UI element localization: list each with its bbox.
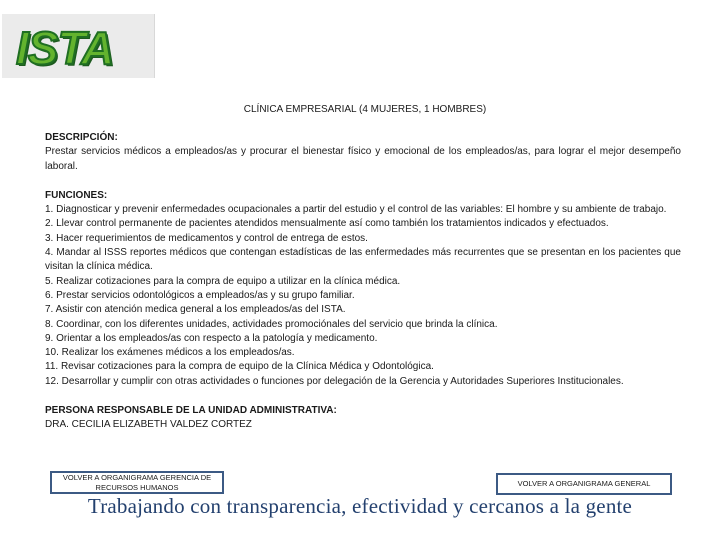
responsable-heading: PERSONA RESPONSABLE DE LA UNIDAD ADMINISTRATIVA: xyxy=(45,405,337,417)
list-item: 7. Asistir con atención medica general a los empleados/as del ISTA. xyxy=(45,304,346,316)
funciones-heading: FUNCIONES: xyxy=(45,189,108,201)
list-item: 5. Realizar cotizaciones para la compra de equipo a utilizar en la clínica médica. xyxy=(45,275,401,287)
back-to-general-org-chart-button[interactable]: VOLVER A ORGANIGRAMA GENERAL xyxy=(496,473,672,495)
list-item: 3. Hacer requerimientos de medicamentos y control de entrega de estos. xyxy=(45,232,368,244)
list-item: 11. Revisar cotizaciones para la compra de equipo de la Clínica Médica y Odontológica. xyxy=(45,361,434,373)
responsable-name: DRA. CECILIA ELIZABETH VALDEZ CORTEZ xyxy=(45,419,252,431)
list-item: 6. Prestar servicios odontológicos a empleados/as y su grupo familiar. xyxy=(45,289,355,301)
list-item: 12. Desarrollar y cumplir con otras actividades o funciones por delegación de la Gerencia y Autoridades Superiores Institucionales. xyxy=(45,375,624,387)
logo-text: ISTA xyxy=(16,22,114,74)
page-title: CLÍNICA EMPRESARIAL (4 MUJERES, 1 HOMBRES) xyxy=(243,104,487,115)
list-item: 1. Diagnosticar y prevenir enfermedades ocupacionales a partir del estudio y el control de las variables: El hombre y su ambiente de trabajo. xyxy=(45,204,667,216)
list-item: 2. Llevar control permanente de pacientes atendidos mensualmente así como también los tratamientos indicados y efectuados. xyxy=(45,218,609,230)
funciones-list xyxy=(45,203,681,389)
list-item: 8. Coordinar, con los diferentes unidades, actividades promociónales del servicio que brinda la clínica. xyxy=(45,318,498,330)
descripcion-heading: DESCRIPCIÓN: xyxy=(45,132,118,143)
list-item: 9. Orientar a los empleados/as con respecto a la patología y medicamento. xyxy=(45,332,378,344)
logo xyxy=(2,14,155,78)
list-item: 4. Mandar al ISSS reportes médicos que contengan estadísticas de las enfermedades más recurrentes que se presentan en los pacientes que visitan la clínica médica. xyxy=(45,247,681,273)
slogan: Trabajando con transparencia, efectividad y cercanos a la gente xyxy=(87,494,633,518)
list-item: 10. Realizar los exámenes médicos a los empleados/as. xyxy=(45,347,295,359)
descripcion-text: Prestar servicios médicos a empleados/as y procurar el bienestar físico y emocional de los empleados/as, para lograr el mejor desempeño laboral. xyxy=(45,146,681,172)
content xyxy=(45,131,681,433)
back-to-hr-org-chart-button[interactable]: VOLVER A ORGANIGRAMA GERENCIA DE RECURSOS HUMANOS xyxy=(50,471,224,494)
